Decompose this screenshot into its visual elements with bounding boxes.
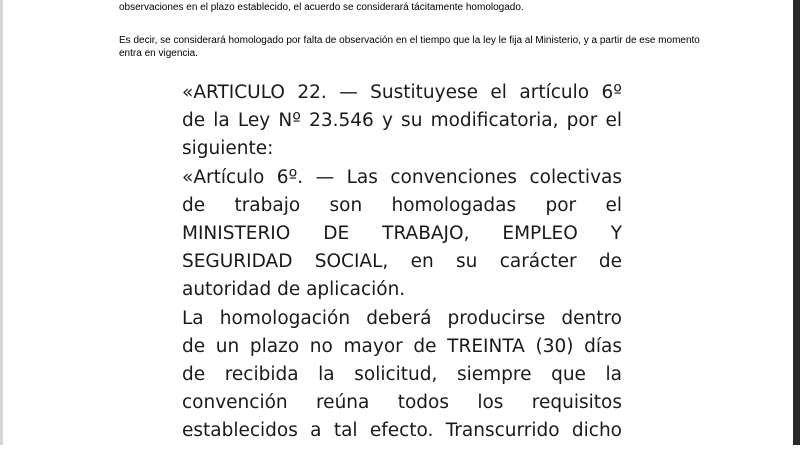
article-line: de la Ley Nº 23.546 y su modificatoria, por el <box>182 110 622 132</box>
article-line: establecidos a tal efecto. Transcurrido dicho <box>182 420 622 442</box>
article-line: La homologación deberá producirse dentro <box>182 307 622 329</box>
page-edge-left <box>0 0 3 445</box>
article-line: siguiente: <box>182 138 274 160</box>
article-line: de recibida la solicitud, siempre que la <box>182 364 622 386</box>
text-paragraph-es-decir: Es decir, se considerará homologado por falta de observación en el tiempo que la ley le fija al Ministerio, y a partir de ese momento entra en vigencia. <box>119 35 700 59</box>
article-line: de un plazo no mayor de TREINTA (30) días <box>182 335 622 357</box>
article-line: MINISTERIO DE TRABAJO, EMPLEO Y <box>182 223 622 245</box>
article-line: «Artículo 6º. — Las convenciones colectivas <box>182 166 622 188</box>
article-line: autoridad de aplicación. <box>182 279 406 301</box>
article-quote-block <box>182 79 622 449</box>
text-line-observaciones: observaciones en el plazo establecido, el acuerdo se considerará tácitamente homologado. <box>119 2 524 13</box>
article-line: SEGURIDAD SOCIAL, en su carácter de <box>182 251 622 273</box>
article-line: convención reúna todos los requisitos <box>182 392 622 414</box>
article-line: de trabajo son homologadas por el <box>182 194 622 216</box>
page-edge-right <box>793 0 800 445</box>
article-line: «ARTICULO 22. — Sustituyese el artículo 6º <box>182 82 622 103</box>
